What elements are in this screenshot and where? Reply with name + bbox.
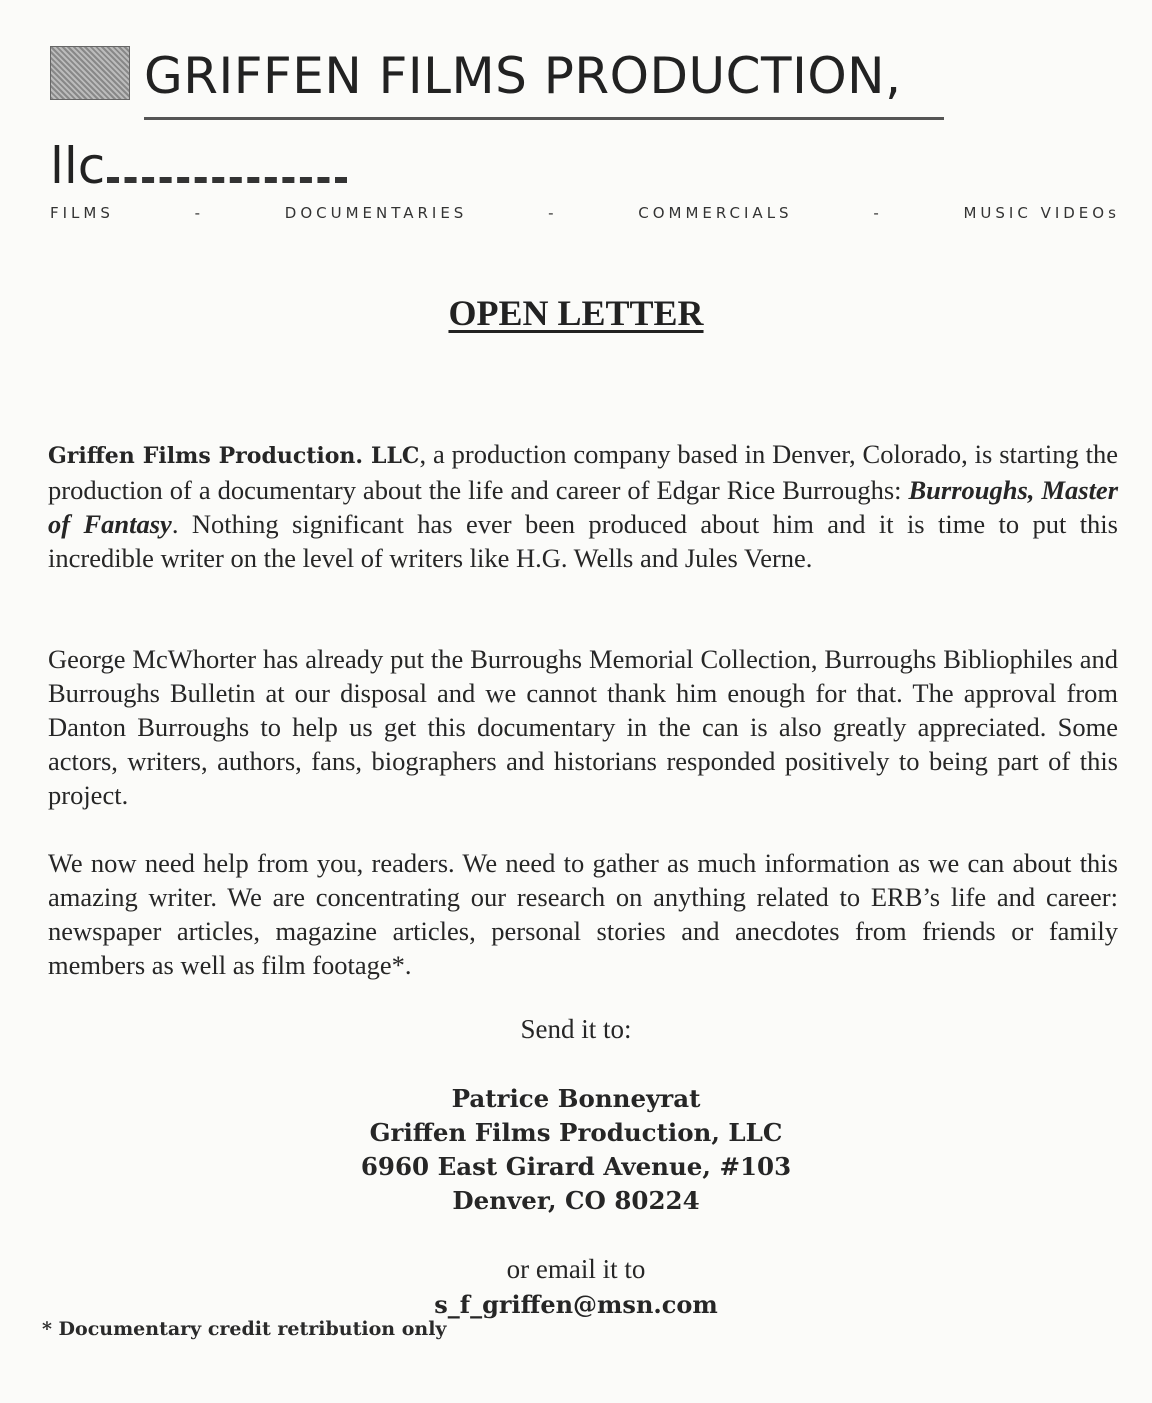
service-films: FILMS xyxy=(50,204,114,222)
letter-title-text: OPEN LETTER xyxy=(448,293,704,333)
address-street: 6960 East Girard Avenue, #103 xyxy=(360,1152,792,1181)
address-name: Patrice Bonneyrat xyxy=(451,1084,701,1113)
paragraph-support: George McWhorter has already put the Burroughs Memorial Collection, Burroughs Bibliophiles and Burroughs Bulletin at our disposal and we cannot thank him enough for that. The approval from Danton Burroughs to help us get this documentary in the can is also greatly appreciated. Some actors, writers, authors, fans, biographers and historians responded positively to being part of this project. xyxy=(48,644,1118,810)
address-company: Griffen Films Production, LLC xyxy=(369,1118,783,1147)
company-logo xyxy=(50,46,130,100)
send-label: Send it to: xyxy=(520,1014,632,1044)
email-address: s_f_griffen@msn.com xyxy=(434,1290,718,1319)
paragraph-intro xyxy=(48,437,1118,575)
letterhead-suffix-text: llc xyxy=(50,137,106,195)
service-documentaries: DOCUMENTARIES xyxy=(284,204,468,222)
address-city: Denver, CO 80224 xyxy=(452,1186,700,1215)
documentary-title: Burroughs, Master of Fantasy xyxy=(48,475,1119,539)
services-line xyxy=(50,204,1120,228)
footnote: * Documentary credit retribution only xyxy=(42,1318,447,1340)
letterhead-name: GRIFFEN FILMS PRODUCTION, xyxy=(144,40,944,120)
intro-text-b: . Nothing significant has ever been produced about him and it is time to put this incredible writer on the level of writers like H.G. Wells and Jules Verne. xyxy=(48,509,1118,573)
paragraph-request: We now need help from you, readers. We need to gather as much information as we can about this amazing writer. We are concentrating our research on anything related to ERB’s life and career: newspaper articles, magazine articles, personal stories and anecdotes from friends or family members as well as film footage*. xyxy=(48,848,1118,980)
separator: - xyxy=(548,204,558,222)
underline-blank xyxy=(107,173,347,183)
separator: - xyxy=(194,204,205,222)
service-commercials: COMMERCIALS xyxy=(638,204,793,222)
email-label: or email it to xyxy=(506,1254,646,1284)
letter-title xyxy=(0,292,1152,342)
service-music-videos: MUSIC VIDEOs xyxy=(963,204,1120,222)
mailing-address xyxy=(0,1082,1152,1218)
intro-text-a: , a production company based in Denver, Colorado, is starting the production of a documentary about the life and career of Edgar Rice Burroughs: xyxy=(48,439,1119,505)
company-name: Griffen Films Production. LLC xyxy=(48,443,420,469)
separator: - xyxy=(873,204,883,222)
letterhead-name-suffix xyxy=(50,138,370,194)
